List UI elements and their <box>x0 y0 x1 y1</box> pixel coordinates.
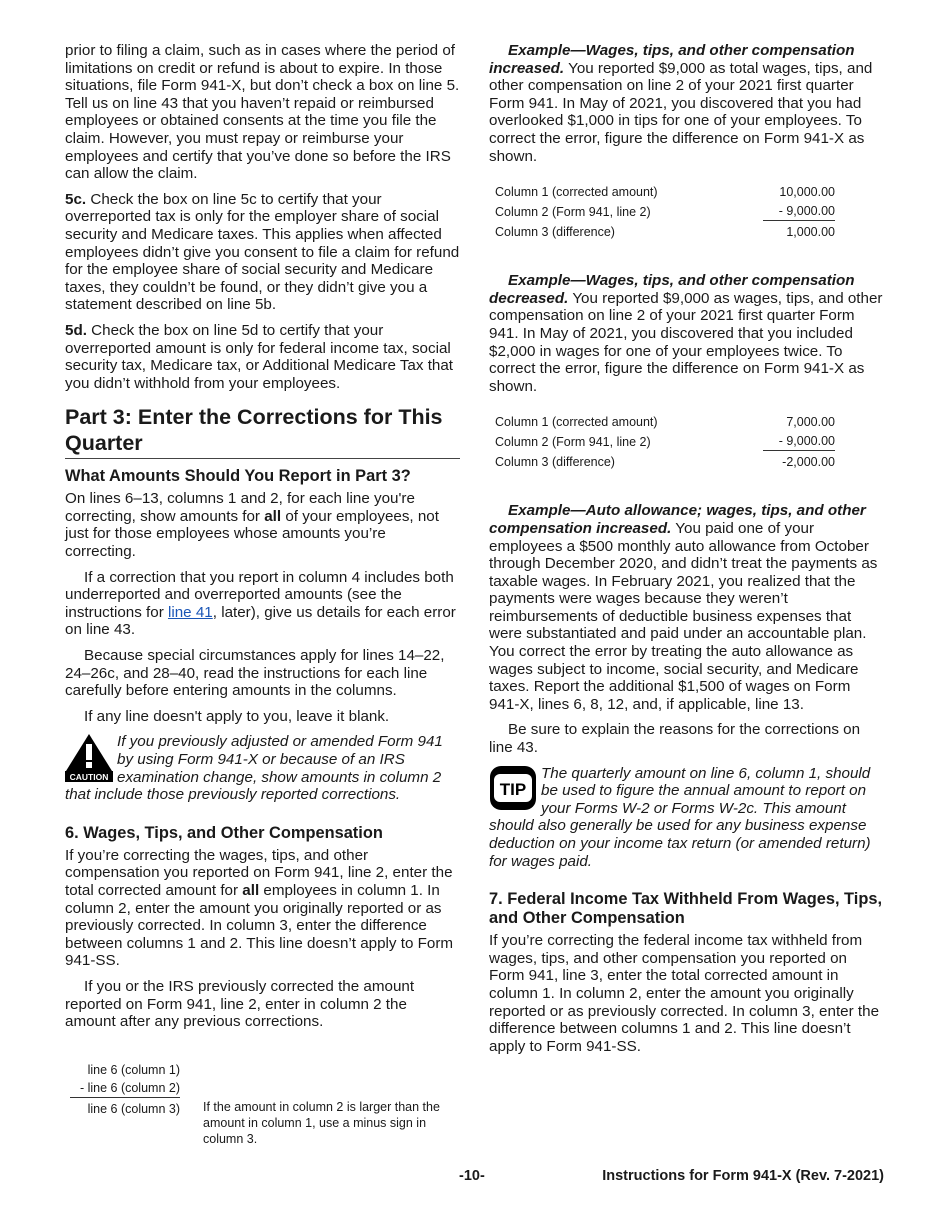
right-column <box>489 42 884 1063</box>
example-decreased <box>489 272 884 395</box>
table-row <box>495 413 835 432</box>
table-row <box>495 202 835 223</box>
text-fragment: of your employees, not just for those employees whose amounts you’re correcting. <box>65 507 439 561</box>
example-decreased-text: You reported $9,000 as wages, tips, and other compensation on line 2 of your 2021 first quarter Form 941. In May of 2021, you discovered that you included $2,000 in wages for one of your employees twice. To correct the error, figure the difference on Form 941-X as shown. <box>489 289 883 395</box>
row-label: Column 2 (Form 941, line 2) <box>495 205 651 220</box>
table-row <box>495 183 835 202</box>
section-6-heading: 6. Wages, Tips, and Other Compensation <box>65 823 383 842</box>
row-label: Column 2 (Form 941, line 2) <box>495 435 651 450</box>
tip-note <box>489 765 884 871</box>
left-column <box>65 42 460 1151</box>
row-value: 7,000.00 <box>786 415 835 430</box>
calc-line-col3: line 6 (column 3) <box>87 1101 180 1116</box>
paragraph-5c <box>65 191 460 314</box>
caution-note <box>65 733 460 803</box>
row-label: Column 1 (corrected amount) <box>495 415 658 430</box>
line-5d-text: Check the box on line 5d to certify that your overreported amount is only for federal income tax, social security tax, Medicare tax, or Additional Medicare Tax that you didn’t withhold from your employees. <box>65 321 454 392</box>
what-amounts-heading: What Amounts Should You Report in Part 3? <box>65 467 411 486</box>
table-row <box>495 432 835 453</box>
line-5c-label: 5c. <box>65 190 87 208</box>
paragraph-explain-reasons: Be sure to explain the reasons for the corrections on line 43. <box>489 721 861 757</box>
table-row <box>495 223 835 242</box>
tip-icon <box>489 765 537 811</box>
example-decreased-title: Example—Wages, tips, and other compensation decreased. <box>489 272 855 307</box>
caution-text: If you previously adjusted or amended Form 941 by using Form 941-X or because of an IRS examination change, show amounts in column 2 that include those previously reported corrections. <box>65 733 443 804</box>
example-decreased-table <box>495 413 835 472</box>
text-fragment: employees in column 1. In column 2, enter the amount you originally reported or as previously corrected. In column 3, enter the difference between columns 1 and 2. This line doesn’t apply to Form 941-SS. <box>65 881 454 970</box>
tip-text: The quarterly amount on line 6, column 1, should be used to figure the annual amount to report on your Forms W-2 or Forms W-2c. This amount should also generally be used for any business expense deduction on your income tax return (or amended return) for wages paid. <box>489 764 871 870</box>
row-value-cell <box>731 432 835 453</box>
paragraph-column4 <box>65 569 460 639</box>
tip-label: TIP <box>499 779 527 799</box>
row-label: Column 3 (difference) <box>495 225 615 240</box>
text-fragment: On lines 6–13, columns 1 and 2, for each line you're correcting, show amounts for <box>65 490 415 525</box>
page-number: -10- <box>459 1168 485 1184</box>
paragraph-5d <box>65 322 460 392</box>
line-5c-text: Check the box on line 5c to certify that your overreported tax is only for the employer share of social security and Medicare taxes. This applies when affected employees didn’t give you consent to file a claim for refund for the employee share of social security and Medicare taxes, they couldn’t be found, or they didn’t give you a statement described on line 5b. <box>65 190 460 314</box>
line-41-link[interactable]: line 41 <box>167 603 213 621</box>
caution-label: CAUTION <box>69 772 109 783</box>
calc-line-col2: - line 6 (column 2) <box>70 1079 180 1098</box>
paragraph-lines-6-13 <box>65 490 460 560</box>
calc-note: If the amount in column 2 is larger than the amount in column 1, use a minus sign in column 3. <box>203 1099 440 1146</box>
text-fragment: , later), give us details for each error on line 43. <box>65 603 456 639</box>
example-increased-table <box>495 183 835 242</box>
paragraph-special-circumstances: Because special circumstances apply for lines 14–22, 24–26c, and 28–40, read the instructions for each line carefully before entering amounts in the columns. <box>65 647 445 700</box>
paragraph-claim-continued: prior to filing a claim, such as in cases where the period of limitations on credit or refund is about to expire. In those situations, file Form 941-X, but don’t check a box on line 5. Tell us on line 43 that you haven’t repaid or reimbursed employees or obtained consents at the time you file the claim. However, you must repay or reimburse your employees and certify that you’ve done so before the IRS can allow the claim. <box>65 42 460 183</box>
row-value: - 9,000.00 <box>763 434 835 451</box>
section-7-heading: 7. Federal Income Tax Withheld From Wages, Tips, and Other Compensation <box>489 890 883 928</box>
table-row <box>495 453 835 472</box>
line-5d-label: 5d. <box>65 321 87 339</box>
text-fragment: If a correction that you report in column 4 includes both underreported and overreported amounts (see the instructions for <box>65 568 454 621</box>
row-value: 10,000.00 <box>779 185 835 200</box>
caution-icon <box>65 733 113 783</box>
example-auto-allowance-text: You paid one of your employees a $500 monthly auto allowance from October through December 2020, and didn’t treat the payments as taxable wages. In February 2021, you realized that the payments were wages because they weren’t reimbursements of deductible business expenses that were substantiated and paid under an accountable plan. You correct the error by treating the auto allowance as wages subject to income, social security, and Medicare taxes. Report the additional $1,500 of wages on Form 941-X, lines 6, 8, 12, and, if applicable, line 13. <box>489 519 878 713</box>
example-auto-allowance-title: Example—Auto allowance; wages, tips, and other compensation increased. <box>489 502 866 537</box>
paragraph-section-6 <box>65 847 460 970</box>
paragraph-leave-blank: If any line doesn't apply to you, leave it blank. <box>84 707 390 725</box>
document-title: Instructions for Form 941-X (Rev. 7-2021) <box>602 1168 884 1184</box>
emphasis-all: all <box>264 507 282 525</box>
example-auto-allowance <box>489 502 884 713</box>
emphasis-all: all <box>242 881 260 899</box>
calc-line-col1: line 6 (column 1) <box>87 1062 180 1077</box>
example-increased-text: You reported $9,000 as total wages, tips, and other compensation on line 2 of your 2021 first quarter Form 941. In May of 2021, you discovered that you had overlooked $1,000 in tips for one of your employees. To correct the error, figure the difference on Form 941-X as shown. <box>489 59 873 165</box>
row-value-cell <box>731 202 835 223</box>
line6-calculation-labels <box>70 1061 180 1118</box>
row-value: 1,000.00 <box>786 225 835 240</box>
part3-title: Part 3: Enter the Corrections for This Quarter <box>65 404 460 459</box>
line6-calculation <box>65 1061 460 1151</box>
text-fragment: If you’re correcting the wages, tips, and other compensation you reported on Form 941, line 2, enter the total corrected amount for <box>65 846 453 899</box>
row-label: Column 1 (corrected amount) <box>495 185 658 200</box>
row-value: -2,000.00 <box>782 455 835 470</box>
paragraph-previous-corrections: If you or the IRS previously corrected the amount reported on Form 941, line 2, enter in column 2 the amount after any previous corrections. <box>65 977 415 1031</box>
example-increased-title: Example—Wages, tips, and other compensation increased. <box>489 42 855 77</box>
row-value: - 9,000.00 <box>763 204 835 221</box>
paragraph-section-7: If you’re correcting the federal income tax withheld from wages, tips, and other compensation you reported on Form 941, line 3, enter the total corrected amount in column 1. In column 2, enter the amount you originally reported or as previously corrected. In column 3, enter the difference between columns 1 and 2. This line doesn’t apply to Form 941-SS. <box>489 932 880 1055</box>
example-increased <box>489 42 884 165</box>
row-label: Column 3 (difference) <box>495 455 615 470</box>
